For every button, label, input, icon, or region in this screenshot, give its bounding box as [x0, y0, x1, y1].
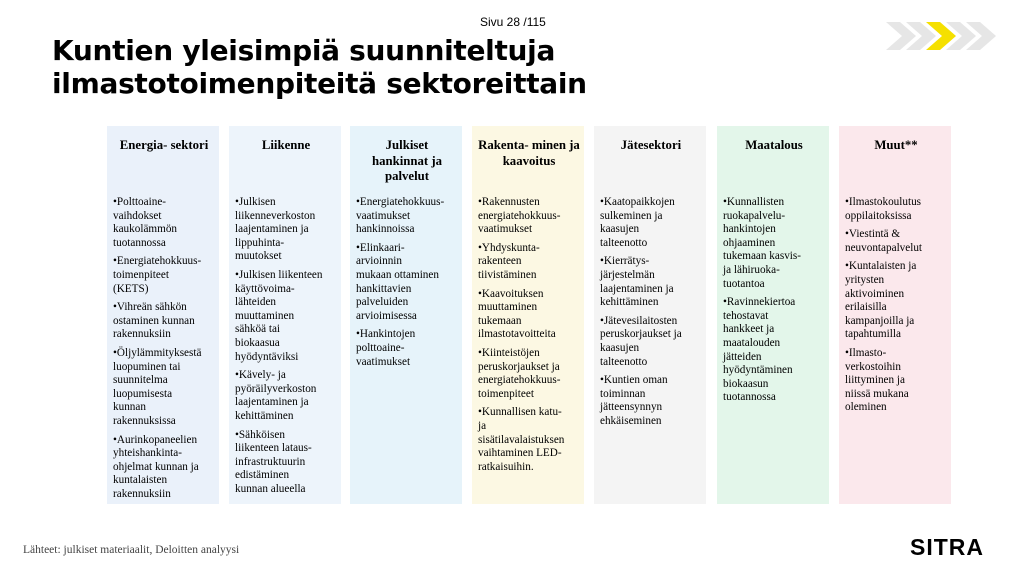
sector-item: •Vihreän sähkön ostaminen kunnan rakennuksiin — [113, 301, 195, 341]
sector-item: •Kunnallisen katu- ja sisätilavalaistuksen vaihtaminen LED- ratkaisuihin. — [478, 406, 565, 473]
column-construction — [472, 126, 584, 504]
column-public-procurement — [350, 126, 462, 504]
sector-item: •Julkisen liikenteen käyttövoima- lähteiden muuttaminen sähköä tai biokaasua hyödyntäviksi — [235, 268, 323, 363]
sector-item: •Kiinteistöjen peruskorjaukset ja energiatehokkuus- toimenpiteet — [478, 346, 561, 400]
page-number: Sivu 28 /115 — [480, 15, 546, 29]
sector-item: •Energiatehokkuus- toimenpiteet (KETS) — [113, 255, 202, 295]
sector-item: •Sähköisen liikenteen lataus- infrastruktuurin edistäminen kunnan alueella — [235, 428, 312, 495]
sector-item: •Rakennusten energiatehokkuus- vaatimukset — [478, 196, 561, 236]
sitra-logo — [910, 536, 1006, 558]
column-header: Muut** — [874, 138, 918, 152]
source-note: Lähteet: julkiset materiaalit, Deloitten analyysi — [23, 544, 240, 556]
sector-item: •Aurinkopaneelien yhteishankinta- ohjelmat kunnan ja kuntalaisten rakennuksiin — [113, 433, 199, 500]
title-line-2: ilmastotoimenpiteitä sektoreittain — [52, 67, 587, 100]
title-line-1: Kuntien yleisimpiä suunniteltuja — [52, 34, 556, 67]
page-title — [52, 34, 872, 100]
sector-item: •Kävely- ja pyöräilyverkoston laajentaminen ja kehittäminen — [235, 369, 317, 422]
sector-item: •Kuntalaisten ja yritysten aktivoiminen erilaisilla kampanjoilla ja tapahtumilla — [845, 260, 917, 341]
column-header: Rakenta- minen ja kaavoitus — [478, 138, 580, 168]
column-item-list — [356, 196, 458, 369]
sector-item: •Ravinnekiertoa tehostavat hankkeet ja maatalouden jätteiden hyödyntäminen biokaasun tuotannossa — [723, 296, 796, 404]
column-header: Jätesektori — [620, 138, 682, 152]
sector-item: •Öljylämmityksestä luopuminen tai suunnitelma luopumisesta kunnan rakennuksissa — [113, 346, 202, 427]
column-header: Liikenne — [261, 138, 311, 152]
column-other — [839, 126, 951, 504]
sitra-logo-text: SITRA — [910, 536, 984, 558]
column-item-list — [845, 196, 947, 415]
chevron-arrows-icon — [886, 20, 1014, 52]
column-energy — [107, 126, 219, 504]
column-agriculture — [717, 126, 829, 504]
column-header: Energia- sektori — [119, 138, 209, 152]
sector-item: •Jätevesilaitosten peruskorjaukset ja kaasujen talteenotto — [600, 314, 682, 368]
sector-item: •Kunnallisten ruokapalvelu- hankintojen ohjaaminen tukemaan kasvis- ja lähiruoka- tuotantoa — [723, 196, 801, 290]
column-traffic — [229, 126, 341, 504]
sector-item: •Ilmasto- verkostoihin liittyminen ja niissä mukana oleminen — [845, 346, 909, 414]
column-item-list — [478, 196, 580, 474]
column-header: Maatalous — [745, 138, 803, 152]
column-header: Julkiset hankinnat ja palvelut — [371, 138, 443, 183]
sector-item: •Polttoaine- vaihdokset kaukolämmön tuotannossa — [113, 196, 178, 249]
sector-item: •Kierrätys- järjestelmän laajentaminen ja kehittäminen — [600, 255, 674, 309]
sector-item: •Julkisen liikenneverkoston laajentaminen ja lippuhinta- muutokset — [235, 196, 316, 263]
sector-item: •Ilmastokoulutus oppilaitoksissa — [845, 196, 922, 222]
sector-item: •Hankintojen polttoaine- vaatimukset — [356, 328, 416, 368]
sector-item: •Yhdyskunta- rakenteen tiivistäminen — [478, 241, 540, 281]
sector-item: •Energiatehokkuus- vaatimukset hankinnoissa — [356, 196, 445, 236]
column-waste — [594, 126, 706, 504]
sector-item: •Kaatopaikkojen sulkeminen ja kaasujen talteenotto — [600, 196, 675, 249]
column-item-list — [600, 196, 702, 429]
column-item-list — [235, 196, 337, 496]
sector-item: •Viestintä & neuvontapalvelut — [845, 228, 923, 254]
sector-item: •Kuntien oman toiminnan jätteensynnyn ehkäiseminen — [600, 374, 668, 427]
column-item-list — [723, 196, 825, 405]
sector-item: •Elinkaari- arvioinnin mukaan ottaminen hankittavien palveluiden arvioimisessa — [356, 241, 439, 322]
sector-item: •Kaavoituksen muuttaminen tukemaan ilmastotavoitteita — [478, 287, 556, 341]
column-item-list — [113, 196, 215, 501]
